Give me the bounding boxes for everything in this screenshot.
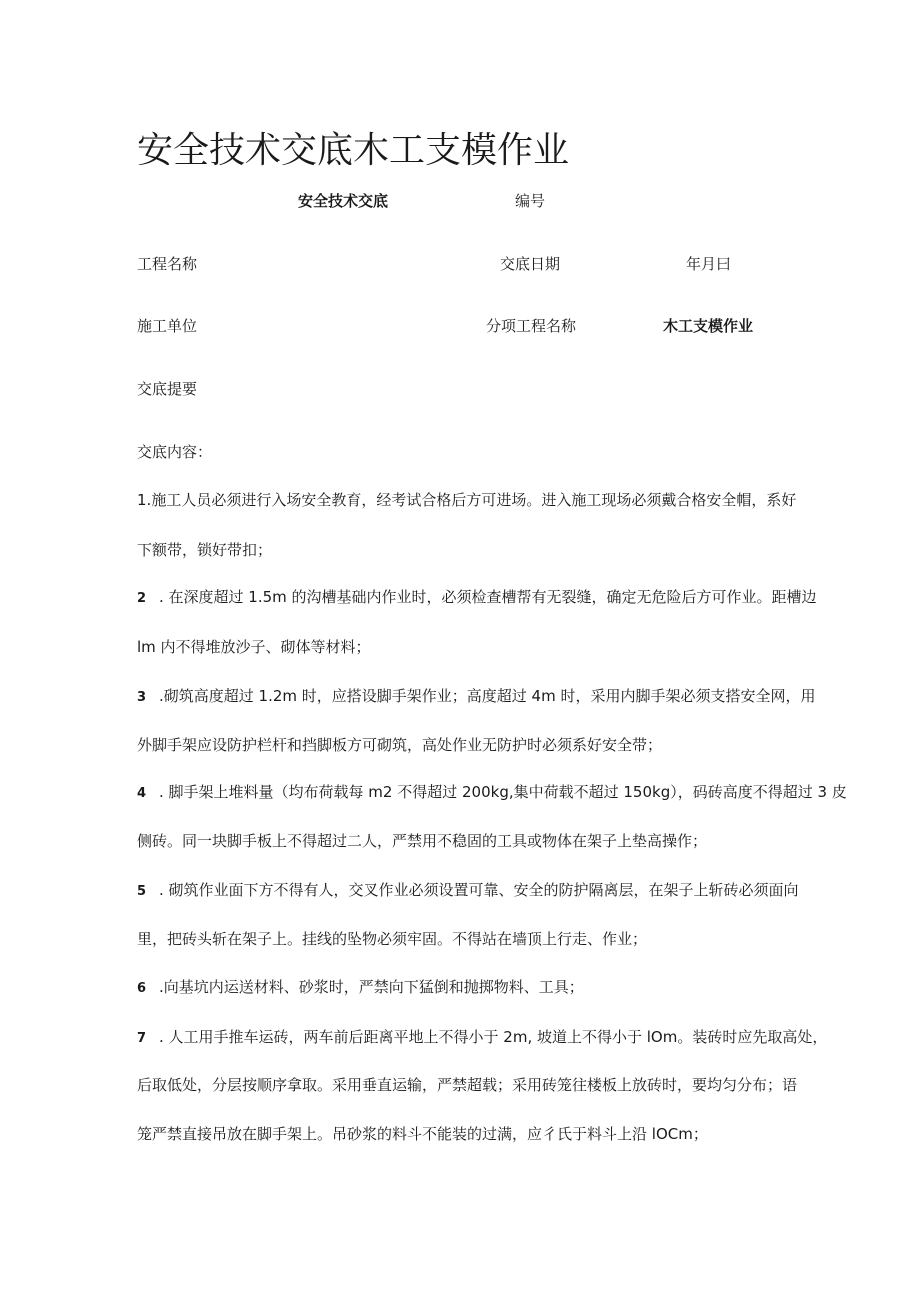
project-name-label: 工程名称 (137, 255, 198, 273)
item-text: lm 内不得堆放沙子、砌体等材料； (137, 638, 371, 656)
item-text: 后取低处，分层按顺序拿取。采用垂直运输，严禁超载；采用砖笼往楼板上放砖时，要均匀分布；语 (137, 1076, 798, 1094)
summary-label: 交底提要 (137, 380, 198, 398)
item-text: 下额带，锁好带扣； (137, 541, 273, 559)
number-label: 编号 (515, 192, 546, 210)
form-name: 安全技术交底 (298, 192, 389, 210)
item-text: 里，把砖头斩在架子上。挂线的坠物必须牢固。不得站在墙顶上行走、作业； (137, 930, 648, 948)
item-number: 2 (137, 591, 147, 606)
item-text: .向基坑内运送材料、砂浆时，严禁向下猛倒和抛掷物料、工具； (159, 978, 584, 996)
item-number: 6 (137, 981, 147, 996)
item-text: 施工人员必须进行入场安全教育，经考试合格后方可进场。进入施工现场必须戴合格安全帽，系好 (151, 491, 797, 509)
item-number: 3 (137, 690, 147, 705)
item-number: 1. (137, 491, 152, 509)
item-text: .砌筑高度超过 1.2m 时，应搭设脚手架作业；高度超过 4m 时，采用内脚手架必须支搭安全网，用 (159, 687, 816, 705)
item-text: 外脚手架应设防护栏杆和挡脚板方可砌筑，高处作业无防护时必须系好安全带； (137, 736, 663, 754)
date-value: 年月曰 (686, 255, 732, 273)
item-number: 4 (137, 786, 147, 801)
item-text: . 人工用手推车运砖，两车前后距离平地上不得小于 2m, 坡道上不得小于 lOm。装砖时应先取高处， (159, 1028, 828, 1046)
item-number: 7 (137, 1031, 147, 1046)
subitem-label: 分项工程名称 (486, 317, 577, 335)
date-label: 交底日期 (500, 255, 561, 273)
item-text: 侧砖。同一块脚手板上不得超过二人，严禁用不稳固的工具或物体在架子上垫高操作； (137, 832, 708, 850)
content-label: 交底内容： (137, 443, 213, 461)
item-text: . 砌筑作业面下方不得有人，交叉作业必须设置可靠、安全的防护隔离层，在架子上斩砖必须面向 (159, 881, 799, 899)
subitem-value: 木工支模作业 (663, 317, 754, 335)
item-number: 5 (137, 884, 147, 899)
item-text: . 在深度超过 1.5m 的沟槽基础内作业时，必须检查槽帮有无裂缝，确定无危险后方可作业。距槽边 (159, 588, 817, 606)
item-text: . 脚手架上堆料量（均布荷载每 m2 不得超过 200kg,集中荷载不超过 150kg），码砖高度不得超过 3 皮 (159, 783, 847, 801)
item-text: 笼严禁直接吊放在脚手架上。吊砂浆的料斗不能装的过满，应彳氏于料斗上沿 lOCm； (137, 1125, 708, 1143)
unit-label: 施工单位 (137, 317, 198, 335)
page-title: 安全技术交底木工支模作业 (137, 130, 570, 171)
